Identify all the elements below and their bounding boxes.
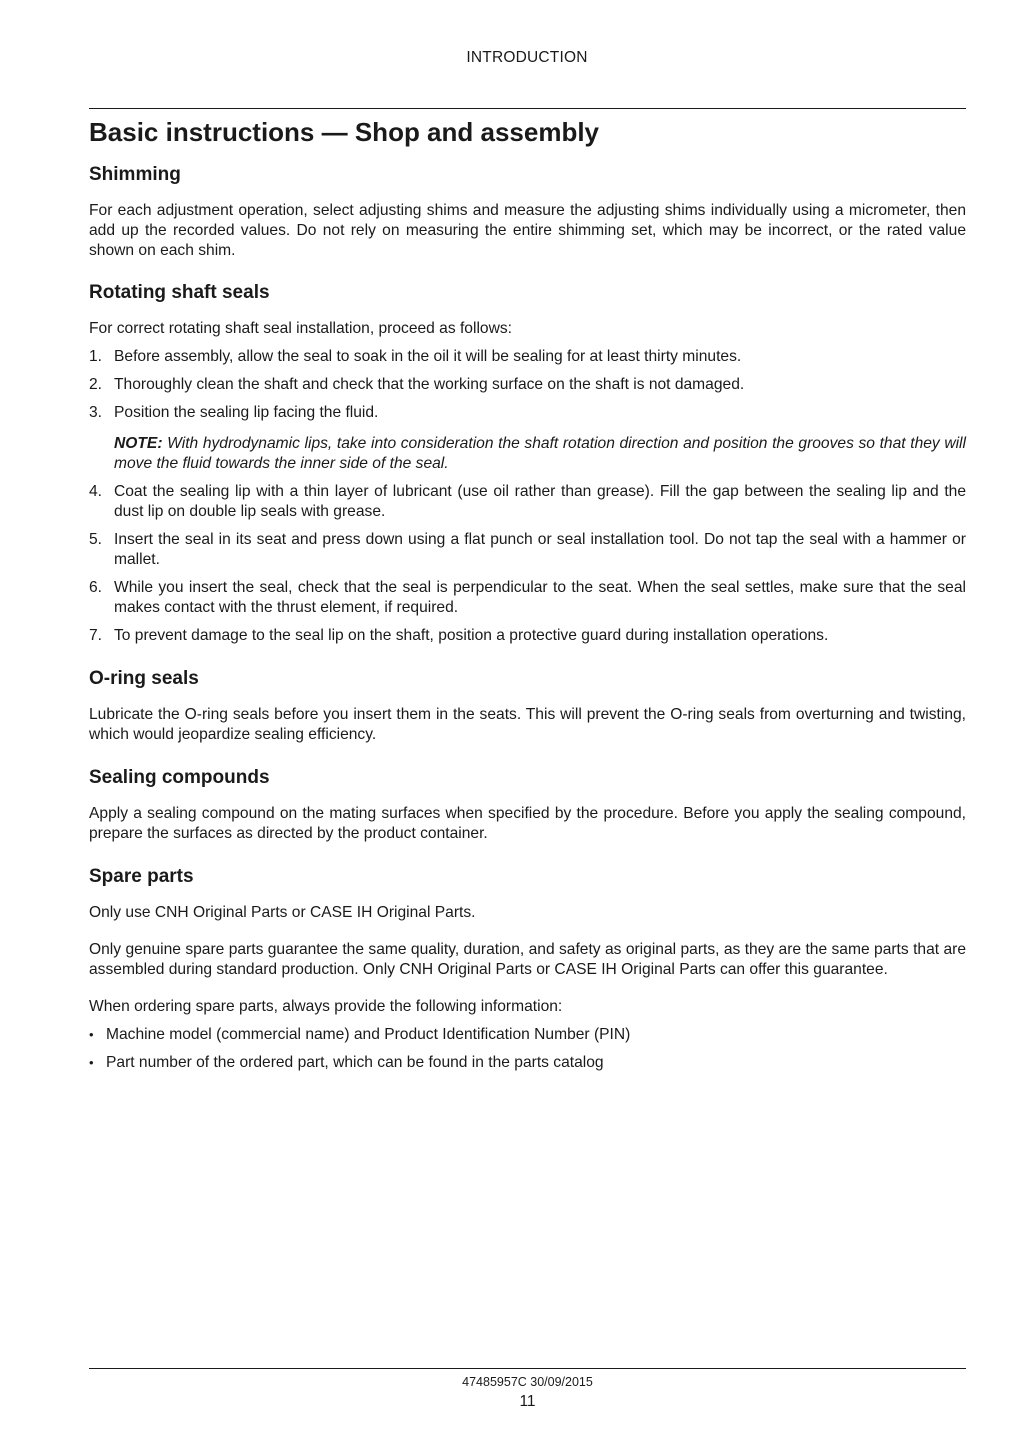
list-item bbox=[89, 482, 966, 522]
o-ring-paragraph: Lubricate the O-ring seals before you insert them in the seats. This will prevent the O-ring seals from overturning and twisting, which would jeopardize sealing efficiency. bbox=[89, 706, 966, 743]
spare-parts-bullet-list bbox=[89, 1025, 966, 1073]
list-item bbox=[89, 1053, 966, 1073]
list-item bbox=[89, 626, 966, 646]
step-text: Thoroughly clean the shaft and check that the working surface on the shaft is not damaged. bbox=[114, 376, 745, 393]
shimming-paragraph: For each adjustment operation, select adjusting shims and measure the adjusting shims individually using a micrometer, then add up the recorded values. Do not rely on measuring the entire shimming set, which may be incorrect, or the rated value shown on each shim. bbox=[89, 202, 966, 259]
spare-parts-paragraph-3: When ordering spare parts, always provide the following information: bbox=[89, 998, 563, 1015]
step-text: While you insert the seal, check that the seal is perpendicular to the seat. When the seal settles, make sure that the seal makes contact with the thrust element, if required. bbox=[114, 579, 966, 616]
section-heading-rotating-shaft-seals: Rotating shaft seals bbox=[89, 282, 270, 303]
sealing-paragraph: Apply a sealing compound on the mating surfaces when specified by the procedure. Before you apply the sealing compound, prepare the surfaces as directed by the product container. bbox=[89, 805, 966, 842]
list-item bbox=[89, 375, 966, 395]
spare-parts-paragraph-1: Only use CNH Original Parts or CASE IH Original Parts. bbox=[89, 904, 476, 921]
rotating-steps-list-continued bbox=[89, 482, 966, 646]
list-item bbox=[89, 1025, 966, 1045]
note-label: NOTE: bbox=[114, 435, 163, 452]
bullet-icon: • bbox=[89, 1027, 94, 1042]
note-block bbox=[89, 434, 966, 474]
section-heading-shimming: Shimming bbox=[89, 164, 181, 185]
document-id: 47485957C 30/09/2015 bbox=[462, 1375, 593, 1389]
section-heading-sealing-compounds: Sealing compounds bbox=[89, 767, 270, 788]
step-text: To prevent damage to the seal lip on the shaft, position a protective guard during installation operations. bbox=[114, 627, 829, 644]
footer-rule bbox=[89, 1368, 966, 1369]
step-number: 1. bbox=[89, 348, 103, 365]
list-item bbox=[89, 403, 966, 423]
rotating-intro: For correct rotating shaft seal installation, proceed as follows: bbox=[89, 320, 512, 337]
step-number: 4. bbox=[89, 483, 103, 500]
bullet-icon: • bbox=[89, 1055, 94, 1070]
section-heading-o-ring-seals: O-ring seals bbox=[89, 668, 199, 689]
running-header: INTRODUCTION bbox=[466, 49, 588, 66]
step-text: Position the sealing lip facing the fluid. bbox=[114, 404, 379, 421]
step-number: 3. bbox=[89, 404, 103, 421]
step-number: 7. bbox=[89, 627, 103, 644]
list-item bbox=[89, 530, 966, 570]
section-heading-spare-parts: Spare parts bbox=[89, 866, 194, 887]
step-text: Insert the seal in its seat and press down using a flat punch or seal installation tool. Do not tap the seal with a hammer or mallet. bbox=[114, 531, 966, 568]
bullet-text: Part number of the ordered part, which can be found in the parts catalog bbox=[106, 1054, 604, 1071]
list-item bbox=[89, 347, 966, 367]
page-footer bbox=[89, 1368, 966, 1411]
step-number: 5. bbox=[89, 531, 103, 548]
rotating-steps-list bbox=[89, 347, 966, 423]
step-number: 6. bbox=[89, 579, 103, 596]
page-content bbox=[89, 108, 966, 1073]
step-text: Coat the sealing lip with a thin layer of lubricant (use oil rather than grease). Fill the gap between the sealing lip and the dust lip on double lip seals with grease. bbox=[114, 483, 966, 520]
note-text: With hydrodynamic lips, take into consideration the shaft rotation direction and position the grooves so that they will move the fluid towards the inner side of the seal. bbox=[114, 435, 966, 472]
header-rule bbox=[89, 108, 966, 109]
spare-parts-paragraph-2: Only genuine spare parts guarantee the same quality, duration, and safety as original parts, as they are the same parts that are assembled during standard production. Only CNH Original Parts or CASE IH Original Parts can offer this guarantee. bbox=[89, 941, 966, 978]
page-number: 11 bbox=[519, 1393, 536, 1410]
step-number: 2. bbox=[89, 376, 103, 393]
bullet-text: Machine model (commercial name) and Product Identification Number (PIN) bbox=[106, 1026, 631, 1043]
step-text: Before assembly, allow the seal to soak in the oil it will be sealing for at least thirty minutes. bbox=[114, 348, 742, 365]
list-item bbox=[89, 578, 966, 618]
page-title: Basic instructions — Shop and assembly bbox=[89, 117, 600, 147]
